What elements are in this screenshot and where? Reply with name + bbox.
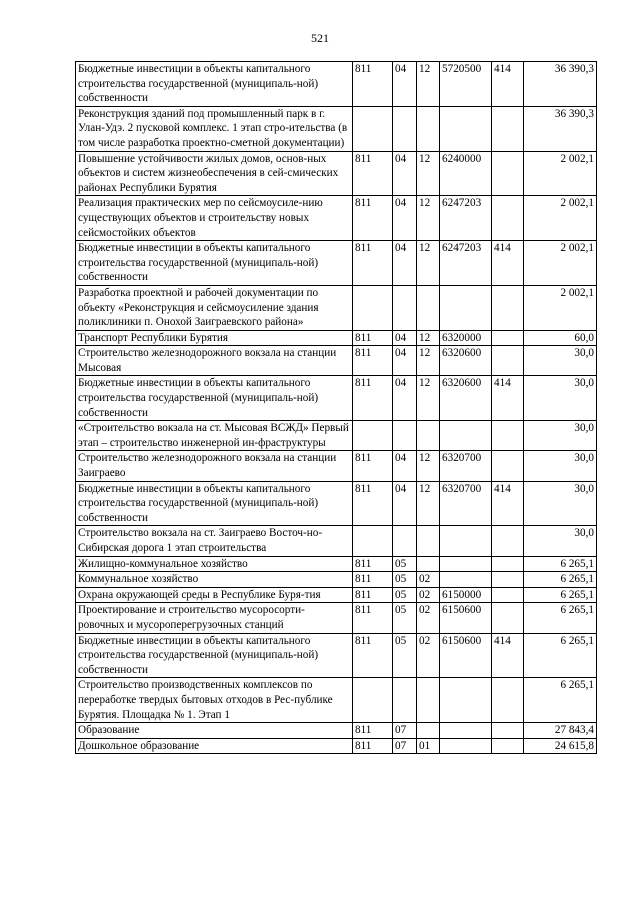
row-subsection-code: 12 xyxy=(417,196,440,241)
row-name: Образование xyxy=(76,723,353,739)
row-target-code xyxy=(440,526,492,556)
row-ministry-code: 811 xyxy=(353,451,393,481)
row-section-code: 04 xyxy=(393,330,417,346)
row-ministry-code: 811 xyxy=(353,738,393,754)
row-subsection-code xyxy=(417,678,440,723)
row-expense-type xyxy=(492,526,524,556)
row-name: Проектирование и строительство мусоросорти-ровочных и мусороперегрузочных станций xyxy=(76,603,353,633)
row-subsection-code: 12 xyxy=(417,62,440,107)
row-section-code xyxy=(393,106,417,151)
row-subsection-code: 02 xyxy=(417,572,440,588)
row-section-code: 04 xyxy=(393,376,417,421)
row-ministry-code: 811 xyxy=(353,603,393,633)
row-name: Бюджетные инвестиции в объекты капитального строительства государственной (муниципаль-ной) собственности xyxy=(76,633,353,678)
table-row xyxy=(76,62,597,107)
row-section-code: 04 xyxy=(393,62,417,107)
table-row xyxy=(76,526,597,556)
row-expense-type xyxy=(492,572,524,588)
row-target-code xyxy=(440,421,492,451)
row-name: Реконструкция зданий под промышленный парк в г. Улан-Удэ. 2 пусковой комплекс. 1 этап стро-ительства (в том числе разработка проектно-сметной документации) xyxy=(76,106,353,151)
row-expense-type xyxy=(492,603,524,633)
row-expense-type xyxy=(492,346,524,376)
row-name: Бюджетные инвестиции в объекты капитального строительства государственной (муниципаль-ной) собственности xyxy=(76,481,353,526)
row-subsection-code xyxy=(417,556,440,572)
row-expense-type xyxy=(492,106,524,151)
row-ministry-code: 811 xyxy=(353,241,393,286)
row-ministry-code: 811 xyxy=(353,587,393,603)
row-expense-type: 414 xyxy=(492,241,524,286)
row-subsection-code: 12 xyxy=(417,376,440,421)
row-target-code xyxy=(440,723,492,739)
row-ministry-code: 811 xyxy=(353,346,393,376)
table-row xyxy=(76,572,597,588)
row-expense-type xyxy=(492,330,524,346)
row-section-code: 04 xyxy=(393,241,417,286)
page-number: 521 xyxy=(311,31,329,45)
row-expense-type xyxy=(492,451,524,481)
row-ministry-code xyxy=(353,678,393,723)
row-amount: 6 265,1 xyxy=(524,572,597,588)
row-amount: 6 265,1 xyxy=(524,556,597,572)
table-row xyxy=(76,106,597,151)
row-amount: 2 002,1 xyxy=(524,196,597,241)
row-ministry-code: 811 xyxy=(353,481,393,526)
row-ministry-code: 811 xyxy=(353,633,393,678)
row-section-code: 05 xyxy=(393,572,417,588)
row-expense-type xyxy=(492,738,524,754)
row-name: Жилищно-коммунальное хозяйство xyxy=(76,556,353,572)
row-name: Строительство железнодорожного вокзала на станции Мысовая xyxy=(76,346,353,376)
row-amount: 36 390,3 xyxy=(524,62,597,107)
row-target-code: 6150600 xyxy=(440,633,492,678)
row-amount: 60,0 xyxy=(524,330,597,346)
table-row xyxy=(76,330,597,346)
row-amount: 30,0 xyxy=(524,346,597,376)
row-expense-type xyxy=(492,151,524,196)
row-amount: 6 265,1 xyxy=(524,587,597,603)
row-target-code xyxy=(440,556,492,572)
row-subsection-code: 12 xyxy=(417,451,440,481)
row-target-code: 6320600 xyxy=(440,376,492,421)
row-target-code: 6320700 xyxy=(440,481,492,526)
row-name: Дошкольное образование xyxy=(76,738,353,754)
row-section-code: 05 xyxy=(393,603,417,633)
table-row xyxy=(76,241,597,286)
row-target-code: 5720500 xyxy=(440,62,492,107)
row-name: Реализация практических мер по сейсмоусиле-нию существующих объектов и строительству новых сейсмостойких объектов xyxy=(76,196,353,241)
table-row xyxy=(76,587,597,603)
row-expense-type xyxy=(492,421,524,451)
row-target-code xyxy=(440,738,492,754)
row-ministry-code xyxy=(353,106,393,151)
row-ministry-code: 811 xyxy=(353,556,393,572)
row-target-code xyxy=(440,572,492,588)
table-row xyxy=(76,151,597,196)
row-section-code xyxy=(393,421,417,451)
table-row xyxy=(76,603,597,633)
row-target-code xyxy=(440,285,492,330)
table-row xyxy=(76,376,597,421)
row-ministry-code xyxy=(353,526,393,556)
row-target-code: 6247203 xyxy=(440,196,492,241)
row-amount: 6 265,1 xyxy=(524,678,597,723)
table-row xyxy=(76,556,597,572)
row-ministry-code xyxy=(353,285,393,330)
row-target-code: 6150600 xyxy=(440,603,492,633)
row-section-code xyxy=(393,678,417,723)
table-row xyxy=(76,285,597,330)
row-name: Бюджетные инвестиции в объекты капитального строительства государственной (муниципаль-ной) собственности xyxy=(76,376,353,421)
row-expense-type xyxy=(492,678,524,723)
row-amount: 30,0 xyxy=(524,421,597,451)
row-subsection-code: 12 xyxy=(417,481,440,526)
row-subsection-code: 02 xyxy=(417,603,440,633)
row-section-code: 07 xyxy=(393,738,417,754)
row-subsection-code: 02 xyxy=(417,587,440,603)
row-name: Строительство железнодорожного вокзала на станции Заиграево xyxy=(76,451,353,481)
budget-table xyxy=(75,61,597,754)
row-expense-type xyxy=(492,723,524,739)
row-expense-type: 414 xyxy=(492,62,524,107)
row-name: «Строительство вокзала на ст. Мысовая ВСЖД» Первый этап – строительство инженерной ин-фраструктуры xyxy=(76,421,353,451)
row-amount: 30,0 xyxy=(524,481,597,526)
row-amount: 27 843,4 xyxy=(524,723,597,739)
row-name: Повышение устойчивости жилых домов, основ-ных объектов и систем жизнеобеспечения в сей-смических районах Республики Бурятия xyxy=(76,151,353,196)
row-name: Бюджетные инвестиции в объекты капитального строительства государственной (муниципаль-ной) собственности xyxy=(76,241,353,286)
row-section-code: 05 xyxy=(393,556,417,572)
row-name: Коммунальное хозяйство xyxy=(76,572,353,588)
row-section-code: 04 xyxy=(393,346,417,376)
table-row xyxy=(76,481,597,526)
table-row xyxy=(76,196,597,241)
row-section-code: 04 xyxy=(393,196,417,241)
row-section-code: 04 xyxy=(393,151,417,196)
row-amount: 30,0 xyxy=(524,526,597,556)
row-expense-type: 414 xyxy=(492,633,524,678)
row-target-code: 6320000 xyxy=(440,330,492,346)
row-section-code xyxy=(393,526,417,556)
row-amount: 30,0 xyxy=(524,376,597,421)
row-subsection-code xyxy=(417,285,440,330)
row-expense-type xyxy=(492,587,524,603)
row-target-code: 6240000 xyxy=(440,151,492,196)
row-amount: 24 615,8 xyxy=(524,738,597,754)
row-subsection-code xyxy=(417,106,440,151)
row-amount: 36 390,3 xyxy=(524,106,597,151)
table-row xyxy=(76,633,597,678)
row-section-code xyxy=(393,285,417,330)
row-name: Строительство производственных комплексов по переработке твердых бытовых отходов в Рес-публике Бурятия. Площадка № 1. Этап 1 xyxy=(76,678,353,723)
row-subsection-code xyxy=(417,421,440,451)
row-target-code xyxy=(440,106,492,151)
row-name: Строительство вокзала на ст. Заиграево Восточ-но-Сибирская дорога 1 этап строительства xyxy=(76,526,353,556)
table-row xyxy=(76,738,597,754)
row-section-code: 04 xyxy=(393,481,417,526)
table-row xyxy=(76,451,597,481)
row-target-code: 6320600 xyxy=(440,346,492,376)
row-section-code: 07 xyxy=(393,723,417,739)
row-amount: 30,0 xyxy=(524,451,597,481)
row-expense-type: 414 xyxy=(492,376,524,421)
row-expense-type: 414 xyxy=(492,481,524,526)
row-section-code: 04 xyxy=(393,451,417,481)
row-expense-type xyxy=(492,196,524,241)
row-target-code xyxy=(440,678,492,723)
table-row xyxy=(76,346,597,376)
row-expense-type xyxy=(492,556,524,572)
row-ministry-code: 811 xyxy=(353,196,393,241)
row-ministry-code: 811 xyxy=(353,376,393,421)
row-ministry-code: 811 xyxy=(353,330,393,346)
row-ministry-code xyxy=(353,421,393,451)
budget-table-body xyxy=(76,62,597,754)
table-row xyxy=(76,421,597,451)
row-amount: 6 265,1 xyxy=(524,603,597,633)
row-ministry-code: 811 xyxy=(353,572,393,588)
row-amount: 2 002,1 xyxy=(524,151,597,196)
row-section-code: 05 xyxy=(393,633,417,678)
row-subsection-code: 12 xyxy=(417,346,440,376)
table-row xyxy=(76,723,597,739)
row-amount: 6 265,1 xyxy=(524,633,597,678)
row-subsection-code: 01 xyxy=(417,738,440,754)
row-amount: 2 002,1 xyxy=(524,285,597,330)
row-subsection-code: 12 xyxy=(417,241,440,286)
row-subsection-code xyxy=(417,723,440,739)
table-row xyxy=(76,678,597,723)
row-amount: 2 002,1 xyxy=(524,241,597,286)
row-subsection-code xyxy=(417,526,440,556)
row-expense-type xyxy=(492,285,524,330)
row-name: Транспорт Республики Бурятия xyxy=(76,330,353,346)
row-target-code: 6150000 xyxy=(440,587,492,603)
row-name: Охрана окружающей среды в Республике Буря-тия xyxy=(76,587,353,603)
row-target-code: 6247203 xyxy=(440,241,492,286)
row-name: Разработка проектной и рабочей документации по объекту «Реконструкция и сейсмоусиление здания поликлиники п. Онохой Заиграевского района» xyxy=(76,285,353,330)
row-target-code: 6320700 xyxy=(440,451,492,481)
row-section-code: 05 xyxy=(393,587,417,603)
row-subsection-code: 02 xyxy=(417,633,440,678)
row-name: Бюджетные инвестиции в объекты капитального строительства государственной (муниципаль-ной) собственности xyxy=(76,62,353,107)
row-subsection-code: 12 xyxy=(417,151,440,196)
row-subsection-code: 12 xyxy=(417,330,440,346)
row-ministry-code: 811 xyxy=(353,151,393,196)
row-ministry-code: 811 xyxy=(353,62,393,107)
row-ministry-code: 811 xyxy=(353,723,393,739)
